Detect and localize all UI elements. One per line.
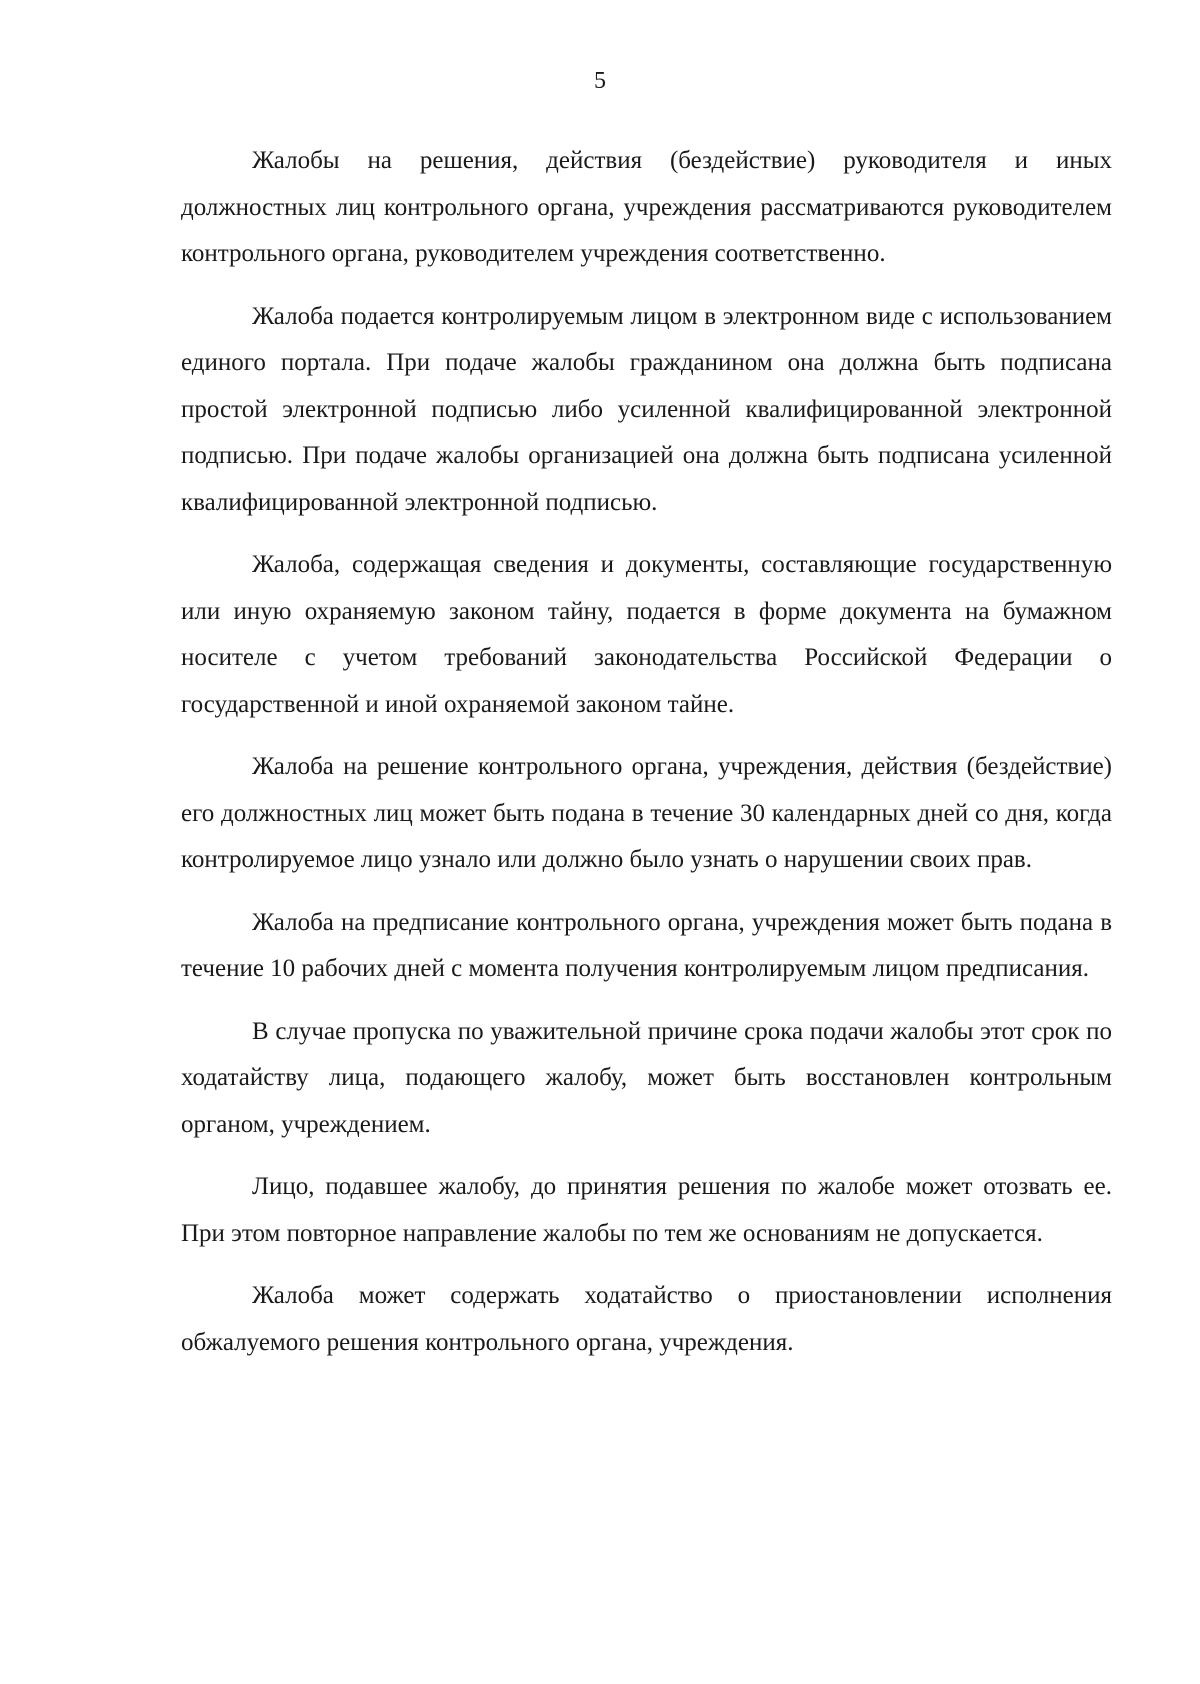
paragraph-term-restoration: В случае пропуска по уважительной причине срока подачи жалобы этот срок по ходатайству лица, подающего жалобу, может быть восстановлен контрольным органом, учреждением. bbox=[181, 1017, 1112, 1138]
paragraph-10-day-term: Жалоба на предписание контрольного органа, учреждения может быть подана в течение 10 рабочих дней с момента получения контролируемым лицом предписания. bbox=[181, 908, 1112, 982]
paragraph-withdrawal: Лицо, подавшее жалобу, до принятия решения по жалобе может отозвать ее. При этом повторное направление жалобы по тем же основаниям не допускается. bbox=[181, 1173, 1112, 1247]
paragraph-state-secret: Жалоба, содержащая сведения и документы, составляющие государственную или иную охраняемую законом тайну, подается в форме документа на бумажном носителе с учетом требований законодательства Российской Федерации о государственной и иной охраняемой законом тайне. bbox=[181, 551, 1112, 718]
document-body bbox=[181, 138, 1112, 1382]
paragraph-suspension-request: Жалоба может содержать ходатайство о приостановлении исполнения обжалуемого решения контрольного органа, учреждения. bbox=[181, 1282, 1112, 1356]
paragraph-electronic-submission: Жалоба подается контролируемым лицом в электронном виде с использованием единого портала. При подаче жалобы гражданином она должна быть подписана простой электронной подписью либо усиленной квалифицированной электронной подписью. При подаче жалобы организацией она должна быть подписана усиленной квалифицированной электронной подписью. bbox=[181, 302, 1112, 516]
paragraph-complaint-review: Жалобы на решения, действия (бездействие) руководителя и иных должностных лиц контрольного органа, учреждения рассматриваются руководителем контрольного органа, руководителем учреждения соответственно. bbox=[181, 147, 1112, 267]
page-number: 5 bbox=[594, 68, 606, 94]
paragraph-30-day-term: Жалоба на решение контрольного органа, учреждения, действия (бездействие) его должностных лиц может быть подана в течение 30 календарных дней со дня, когда контролируемое лицо узнало или должно было узнать о нарушении своих прав. bbox=[181, 753, 1112, 873]
